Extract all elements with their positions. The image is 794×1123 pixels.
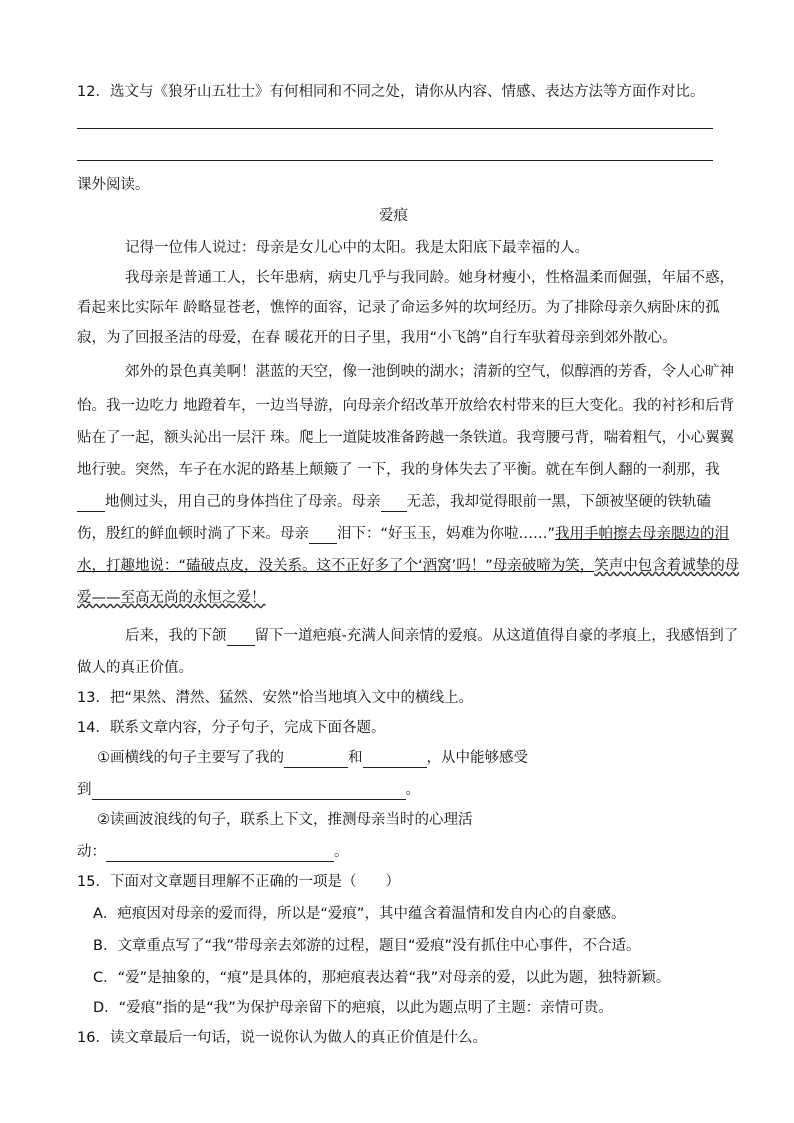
option-d[interactable]: D．“爱痕”指的是“我”为保护母亲留下的疤痕，以此为题点明了主题：亲情可贵。 xyxy=(93,1000,613,1016)
section-label: 课外阅读。 xyxy=(77,177,150,193)
text-fragment: ①画横线的句子主要写了我的 xyxy=(97,750,284,766)
text-fragment: ，从中能够感受 xyxy=(426,750,528,766)
paragraph-3-line: 地行驶。突然，车子在水泥的路基上颠簸了 一下，我的身体失去了平衡。就在车倒人翻的一刹那，我 xyxy=(77,462,720,478)
question-12: 12．选文与《狼牙山五壮士》有何相同和不同之处，请你从内容、情感、表达方法等方面作对比。 xyxy=(77,84,705,100)
wavy-sentence: 笑声中包含着诚挚的母 xyxy=(594,558,740,574)
question-14: 14．联系文章内容，分子句子，完成下面各题。 xyxy=(77,720,386,736)
article-title: 爱痕 xyxy=(379,208,408,224)
answer-line xyxy=(77,128,713,129)
paragraph-3-line: 贴在了一起，额头沁出一层汗 珠。爬上一道陡坡准备跨越一条铁道。我弯腰弓背，喘着粗气，小心翼翼 xyxy=(77,430,735,446)
paragraph-3-line xyxy=(77,524,729,544)
paragraph-1: 记得一位伟人说过：母亲是女儿心中的太阳。我是太阳底下最幸福的人。 xyxy=(125,240,589,256)
fill-blank[interactable] xyxy=(309,525,337,544)
text-fragment: 伤，殷红的鲜血顿时淌了下来。母亲 xyxy=(77,526,309,542)
text-fragment: 。 xyxy=(405,782,420,798)
answer-line xyxy=(77,160,713,161)
option-c[interactable]: C．“爱”是抽象的，“痕”是具体的，那疤痕表达着“我”对母亲的爱，以此为题，独特新颖。 xyxy=(93,970,671,986)
text-fragment: 无恙，我却觉得眼前一黑，下颌被坚硬的铁轨磕 xyxy=(406,494,711,510)
paragraph-3-line xyxy=(77,556,739,576)
paragraph-2-line: 我母亲是普通工人，长年患病，病史几乎与我同龄。她身材瘦小，性格温柔而倔强，年届不惑， xyxy=(125,270,734,286)
question-15: 15．下面对文章题目理解不正确的一项是（ ） xyxy=(77,874,400,890)
answer-blank[interactable] xyxy=(106,843,334,862)
text-fragment: 泪下：“好玉玉，妈难为你啦……” xyxy=(337,526,556,542)
underlined-sentence: 我用手帕擦去母亲腮边的泪 xyxy=(555,526,730,542)
answer-blank[interactable] xyxy=(92,781,406,800)
fill-blank[interactable] xyxy=(227,627,255,646)
question-14-2-cont xyxy=(77,842,349,862)
answer-blank[interactable] xyxy=(363,749,427,768)
underlined-sentence: 水，打趣地说：“磕破点皮，没关系。这不正好多了个‘酒窝’吗！”母亲破啼为笑， xyxy=(77,558,595,574)
paragraph-2-line: 寂，为了回报圣洁的母爱，在春 暖花开的日子里，我用“小飞鸽”自行车驮着母亲到郊外散心。 xyxy=(77,330,677,346)
question-14-2: ②读画波浪线的句子，联系上下文，推测母亲当时的心理活 xyxy=(97,812,473,828)
text-fragment: 到 xyxy=(77,782,92,798)
question-16: 16．读文章最后一句话，说一说你认为做人的真正价值是什么。 xyxy=(77,1030,487,1046)
question-13: 13．把“果然、潸然、猛然、安然”恰当地填入文中的横线上。 xyxy=(77,690,473,706)
question-14-1 xyxy=(97,748,528,768)
answer-blank[interactable] xyxy=(284,749,348,768)
option-a[interactable]: A．疤痕因对母亲的爱而得，所以是“爱痕”，其中蕴含着温情和发自内心的自豪感。 xyxy=(93,906,626,922)
text-fragment: 和 xyxy=(348,750,363,766)
question-14-1-cont xyxy=(77,780,420,800)
paragraph-4-line xyxy=(125,626,738,646)
text-fragment: 后来，我的下颌 xyxy=(125,628,227,644)
paragraph-3-line: 爱——至高无尚的永恒之爱！ xyxy=(77,590,266,606)
fill-blank[interactable] xyxy=(381,493,407,512)
paragraph-3-line xyxy=(77,492,711,512)
fill-blank[interactable] xyxy=(77,493,105,512)
paragraph-2-line: 看起来比实际年 龄略显苍老，憔悴的面容，记录了命运多舛的坎坷经历。为了排除母亲久病卧床的孤 xyxy=(77,300,720,316)
paragraph-3-line: 怡。我一边吃力 地蹬着车，一边当导游，向母亲介绍改革开放给农村带来的巨大变化。我的衬衫和后背 xyxy=(77,398,735,414)
option-b[interactable]: B．文章重点写了“我”带母亲去郊游的过程，题目“爱痕”没有抓住中心事件，不合适。 xyxy=(93,938,641,954)
paragraph-3-line: 郊外的景色真美啊！湛蓝的天空，像一池倒映的湖水；清新的空气，似醇酒的芳香，令人心旷神 xyxy=(125,364,734,380)
text-fragment: 地侧过头，用自己的身体挡住了母亲。母亲 xyxy=(105,494,381,510)
text-fragment: 留下一道疤痕-充满人间亲情的爱痕。从这道值得自豪的孝痕上，我感悟到了 xyxy=(254,628,739,644)
text-fragment: 。 xyxy=(334,844,349,860)
text-fragment: 动： xyxy=(77,844,106,860)
paragraph-4-line: 做人的真正价值。 xyxy=(77,660,193,676)
